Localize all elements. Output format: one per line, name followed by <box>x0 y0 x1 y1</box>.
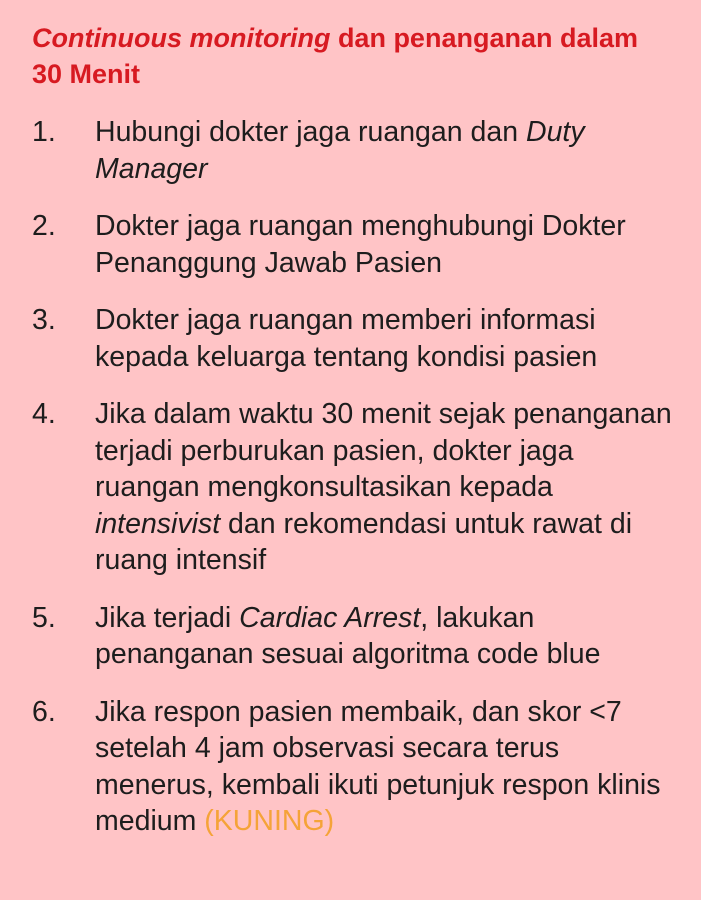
step-number: 2. <box>32 210 56 242</box>
step-number: 1. <box>32 116 56 148</box>
list-item-1 <box>32 114 675 187</box>
step-italic: Duty Manager <box>95 116 585 185</box>
kuning-highlight: (KUNING) <box>204 805 335 837</box>
step-number: 5. <box>32 601 56 634</box>
title-italic-part: Continuous monitoring <box>32 23 331 53</box>
step-number: 3. <box>32 304 56 336</box>
list-item-6 <box>32 694 675 840</box>
step-text-after: , lakukan penanganan sesuai algoritma code blue <box>95 601 601 670</box>
step-text-after: dan rekomendasi untuk rawat di ruang intensif <box>95 507 633 576</box>
step-italic: Cardiac Arrest <box>239 601 421 634</box>
step-text: Hubungi dokter jaga ruangan dan <box>95 116 526 148</box>
step-text: Jika respon pasien membaik, dan skor <7 setelah 4 jam observasi secara terus menerus, kembali ikuti petunjuk respon klinis medium <box>95 695 661 837</box>
list-item-4 <box>32 396 675 579</box>
step-italic: intensivist <box>95 507 221 540</box>
list-item-2 <box>32 208 675 281</box>
title-rest: dan penanganan dalam 30 Menit <box>32 23 638 89</box>
list-item-5 <box>32 600 675 673</box>
step-text: Jika dalam waktu 30 menit sejak penanganan terjadi perburukan pasien, dokter jaga ruangan mengkonsultasikan kepada <box>95 398 672 503</box>
list-item-3 <box>32 302 675 375</box>
steps-list <box>32 114 701 840</box>
step-number: 6. <box>32 695 56 728</box>
step-text: Jika terjadi <box>95 601 240 634</box>
step-number: 4. <box>32 398 56 430</box>
step-text: Dokter jaga ruangan memberi informasi kepada keluarga tentang kondisi pasien <box>95 304 598 373</box>
step-text: Dokter jaga ruangan menghubungi Dokter Penanggung Jawab Pasien <box>95 210 626 279</box>
page-title <box>32 20 652 92</box>
